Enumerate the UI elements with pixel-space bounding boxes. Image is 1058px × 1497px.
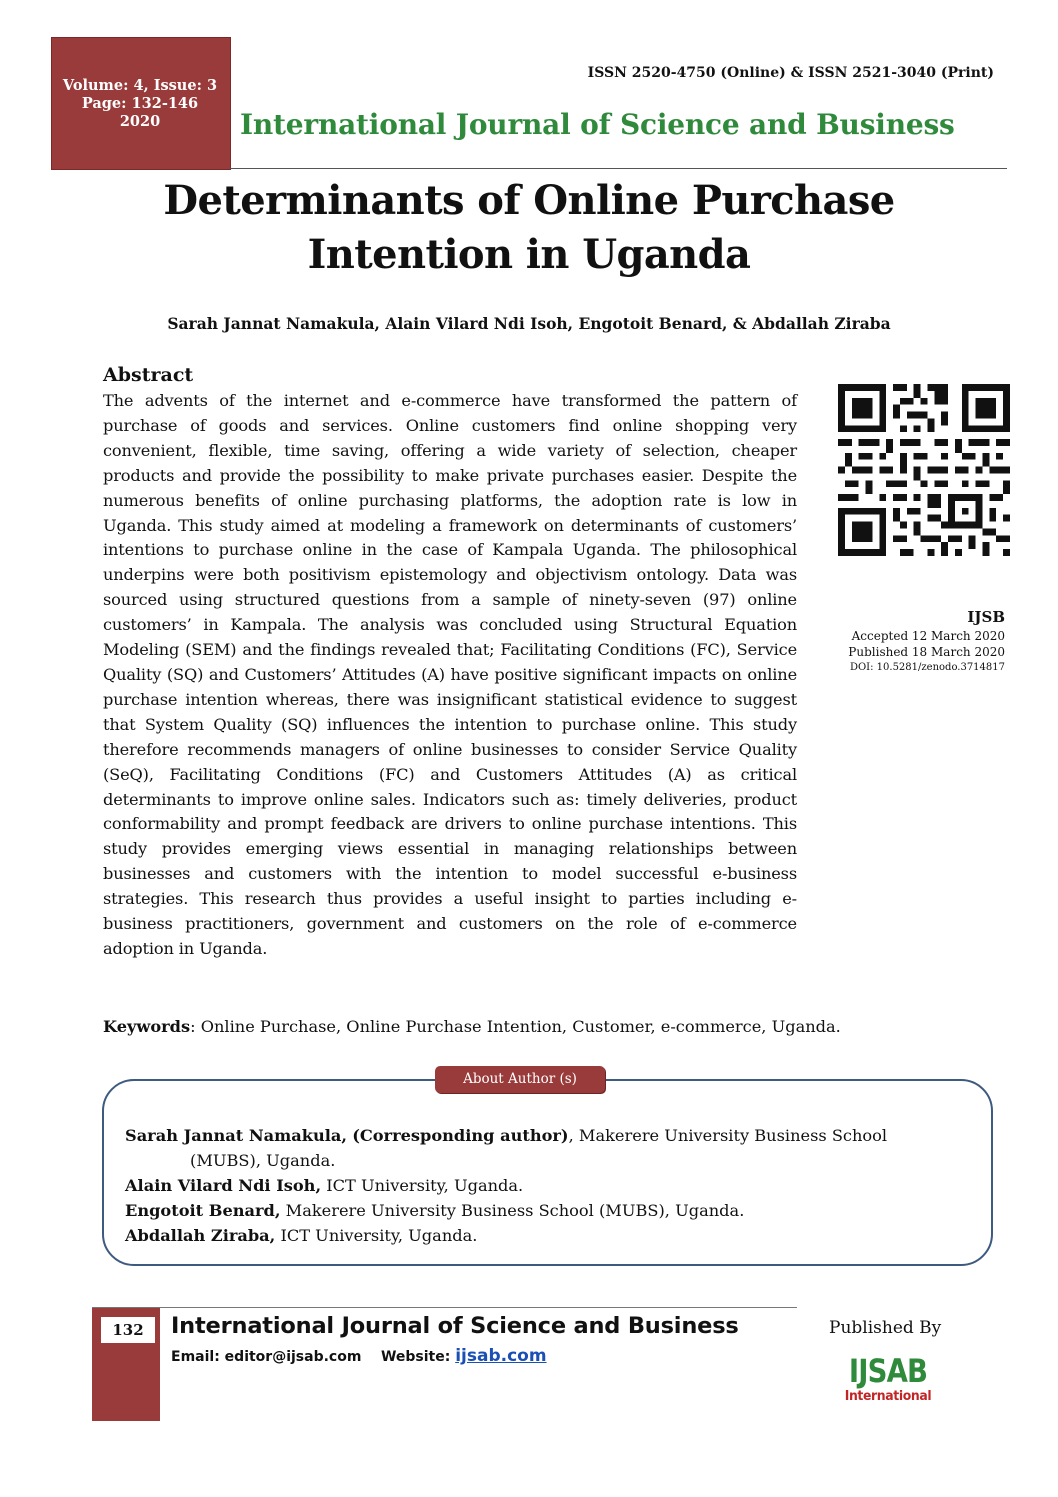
author-name: Engotoit Benard, (125, 1201, 281, 1220)
author-name: Abdallah Ziraba, (125, 1226, 276, 1245)
paper-title (0, 174, 1058, 282)
paper-title-line2: Intention in Uganda (307, 231, 751, 278)
keywords-label: Keywords (103, 1017, 191, 1036)
email-address: editor@ijsab.com (224, 1349, 362, 1365)
footer-journal-title: International Journal of Science and Business (171, 1313, 739, 1339)
accepted-date: Accepted 12 March 2020 (851, 629, 1005, 643)
doi: DOI: 10.5281/zenodo.3714817 (849, 662, 1005, 673)
page-number: 132 (101, 1317, 155, 1343)
author-entry (125, 1173, 965, 1198)
author-affiliation: Makerere University Business School (MUBS), Uganda. (280, 1201, 745, 1220)
author-name: Sarah Jannat Namakula, (125, 1126, 348, 1145)
website-label: Website: (380, 1349, 451, 1365)
author-name: Alain Vilard Ndi Isoh, (125, 1176, 322, 1195)
keywords (103, 1017, 841, 1036)
author-affiliation: ICT University, Uganda. (275, 1226, 478, 1245)
page-range: Page: 132-146 (81, 95, 199, 112)
abstract-heading: Abstract (103, 364, 194, 386)
ijsb-label: IJSB (967, 608, 1005, 626)
journal-title: International Journal of Science and Business (240, 108, 955, 141)
author-affiliation: , Makerere University Business School (568, 1126, 888, 1145)
published-by-label: Published By (829, 1318, 942, 1338)
author-entry (125, 1198, 965, 1223)
author-affiliation-cont: (MUBS), Uganda. (190, 1151, 336, 1170)
author-entry (125, 1123, 965, 1148)
logo-main-text: IJSAB (848, 1352, 928, 1390)
author-affiliation: ICT University, Uganda. (321, 1176, 524, 1195)
footer-contact (171, 1346, 547, 1366)
paper-title-line1: Determinants of Online Purchase (163, 177, 895, 224)
footer-divider (92, 1307, 797, 1308)
author-list: Sarah Jannat Namakula, Alain Vilard Ndi Isoh, Engotoit Benard, & Abdallah Ziraba (167, 314, 891, 333)
logo-sub-text: International (844, 1388, 932, 1404)
email-label: Email: (171, 1349, 220, 1365)
volume-info (60, 77, 220, 131)
published-date: Published 18 March 2020 (848, 645, 1005, 659)
qr-code-icon (838, 384, 1010, 556)
keywords-text: : Online Purchase, Online Purchase Intention, Customer, e-commerce, Uganda. (190, 1017, 841, 1036)
publication-year: 2020 (119, 113, 161, 130)
header-divider (229, 168, 1007, 169)
abstract-text: The advents of the internet and e-commerce have transformed the pattern of purchase of goods and services. Online customers find online shopping very convenient, flexible, time saving, offering a wide variety of selection, cheaper products and provide the possibility to make private purchases easier. Despite the numerous benefits of online purchasing platforms, the adoption rate is low in Uganda. This study aimed at modeling a framework on determinants of customers’ intentions to purchase online in the case of Kampala Uganda. The philosophical underpins were both positivism epistemology and objectivism ontology. Data was sourced using structured questions from a sample of ninety-seven (97) online customers’ in Kampala. The analysis was concluded using Structural Equation Modeling (SEM) and the findings revealed that; Facilitating Conditions (FC), Service Quality (SQ) and Customers’ Attitudes (A) have positive significant impacts on online purchase intention whereas, there was insignificant statistical evidence to suggest that System Quality (SQ) influences the intention to purchase online. This study therefore recommends managers of online businesses to consider Service Quality (SeQ), Facilitating Conditions (FC) and Customers Attitudes (A) as critical determinants to improve online sales. Indicators such as: timely deliveries, product conformability and prompt feedback are drivers to online purchase intentions. This study provides emerging views essential in managing relationships between businesses and customers with the intention to model successful e-business strategies. This research thus provides a useful insight to parties including e-business practitioners, government and customers on the role of e-commerce adoption in Uganda. (103, 391, 797, 958)
issn: ISSN 2520-4750 (Online) & ISSN 2521-3040 (Print) (587, 65, 994, 81)
volume-line: Volume: 4, Issue: 3 (62, 77, 218, 94)
publication-meta (848, 628, 1005, 676)
ijsab-logo (839, 1354, 937, 1404)
about-authors-tab: About Author (s) (435, 1066, 605, 1093)
author-entry (125, 1223, 965, 1248)
author-role: (Corresponding author) (352, 1126, 569, 1145)
about-authors-list (125, 1123, 965, 1248)
website-link[interactable]: ijsab.com (455, 1346, 547, 1366)
